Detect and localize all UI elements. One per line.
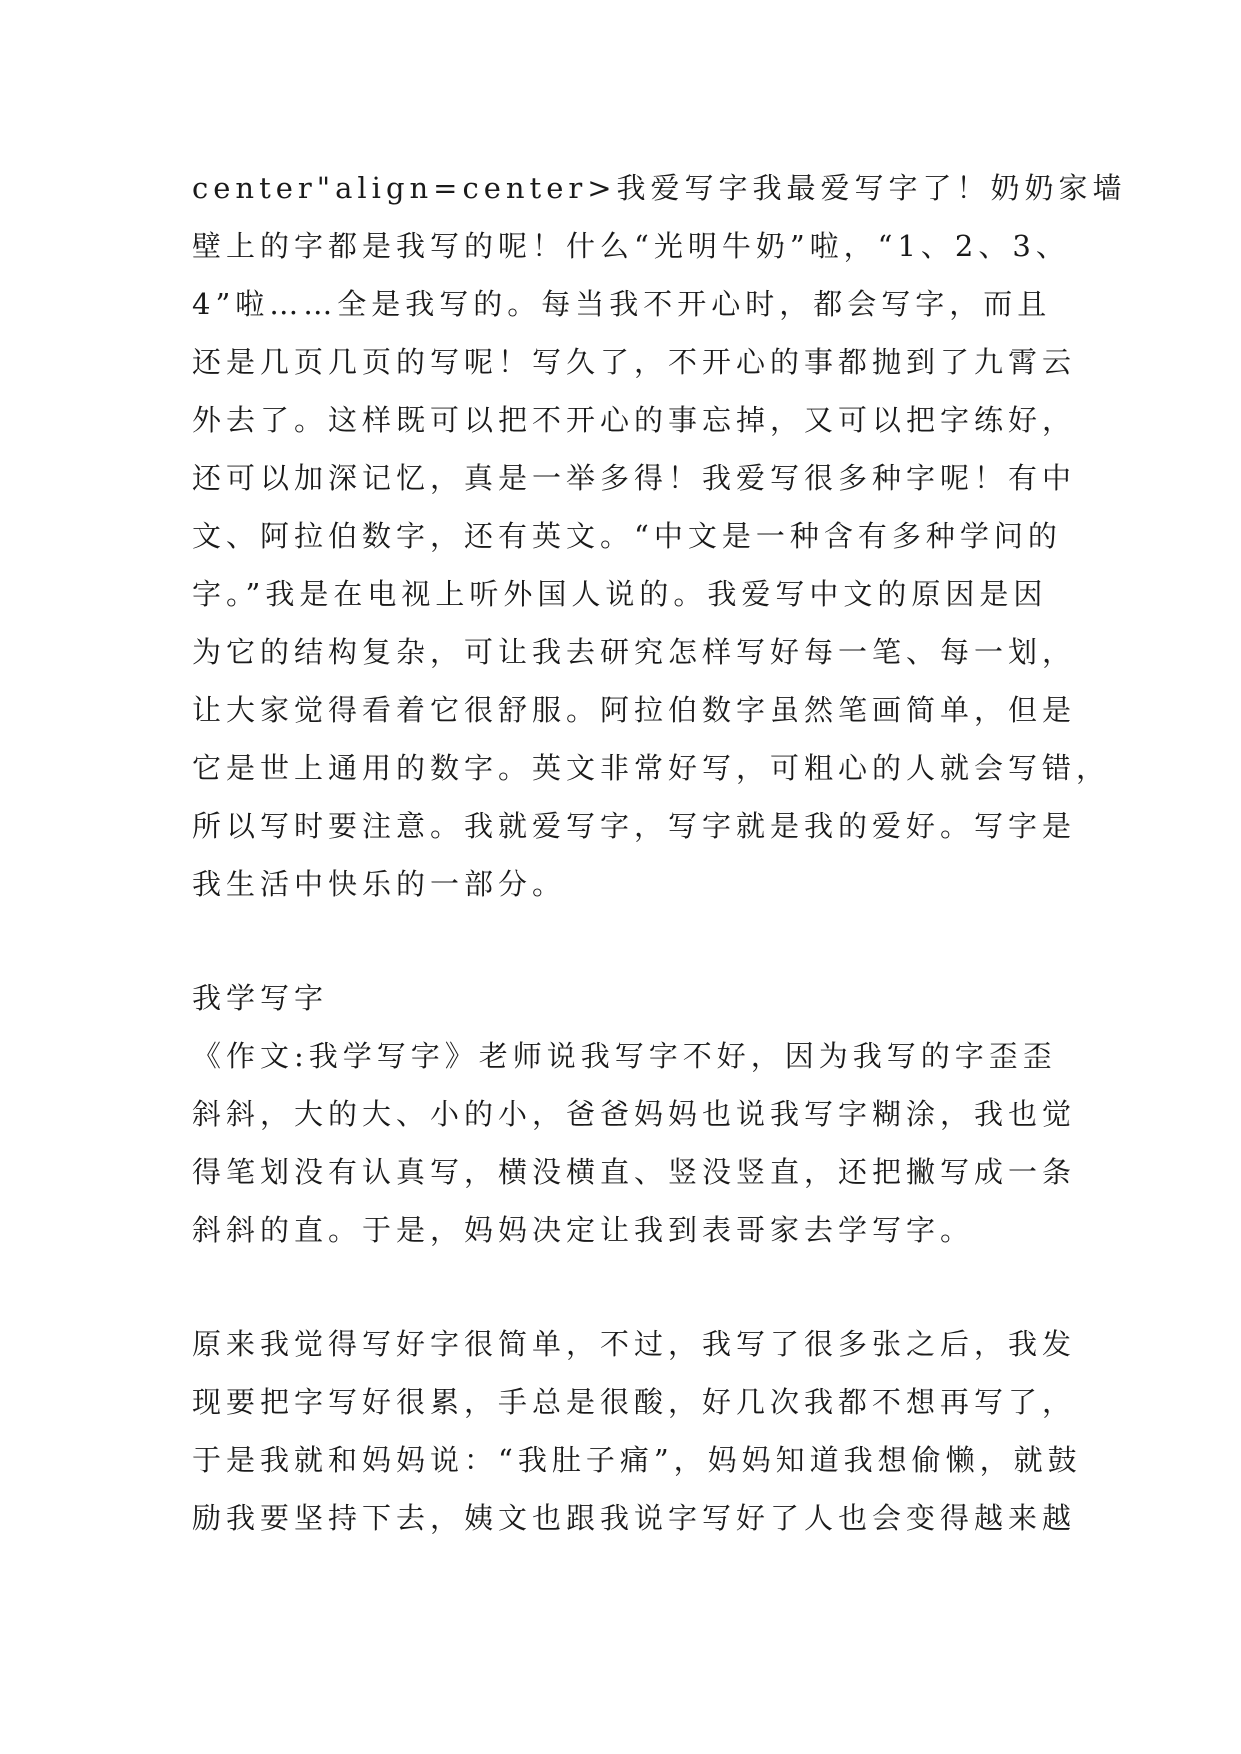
paragraph-line: 还可以加深记忆，真是一举多得！我爱写很多种字呢！有中 [192, 461, 1077, 495]
section-heading: 我学写字 [192, 981, 329, 1015]
paragraph-line: 4”啦……全是我写的。每当我不开心时，都会写字，而且 [192, 287, 1052, 321]
paragraph-line: 还是几页几页的写呢！写久了，不开心的事都抛到了九霄云 [192, 345, 1077, 379]
paragraph-line: 外去了。这样既可以把不开心的事忘掉，又可以把字练好， [192, 403, 1077, 437]
paragraph-line: 字。”我是在电视上听外国人说的。我爱写中文的原因是因 [192, 577, 1048, 611]
paragraph-line: 壁上的字都是我写的呢！什么“光明牛奶”啦，“1、2、3、 [192, 229, 1070, 263]
paragraph-line: 得笔划没有认真写，横没横直、竖没竖直，还把撇写成一条 [192, 1155, 1077, 1189]
paragraph-line: 文、阿拉伯数字，还有英文。“中文是一种含有多种学问的 [192, 519, 1062, 553]
paragraph-line: 斜斜，大的大、小的小，爸爸妈妈也说我写字糊涂，我也觉 [192, 1097, 1077, 1131]
paragraph-line: 于是我就和妈妈说：“我肚子痛”，妈妈知道我想偷懒，就鼓 [192, 1443, 1082, 1477]
paragraph-line: 所以写时要注意。我就爱写字，写字就是我的爱好。写字是 [192, 809, 1077, 843]
paragraph-line: 斜斜的直。于是，妈妈决定让我到表哥家去学写字。 [192, 1213, 975, 1247]
paragraph-line: 励我要坚持下去，姨文也跟我说字写好了人也会变得越来越 [192, 1501, 1077, 1535]
paragraph-line: 《作文:我学写字》老师说我写字不好，因为我写的字歪歪 [192, 1039, 1057, 1073]
paragraph-line: 让大家觉得看着它很舒服。阿拉伯数字虽然笔画简单，但是 [192, 693, 1077, 727]
paragraph-line: 原来我觉得写好字很简单，不过，我写了很多张之后，我发 [192, 1327, 1077, 1361]
paragraph-line: 我生活中快乐的一部分。 [192, 867, 567, 901]
paragraph-line: center"align=center>我爱写字我最爱写字了！奶奶家墙 [192, 171, 1127, 205]
paragraph-line: 为它的结构复杂，可让我去研究怎样写好每一笔、每一划， [192, 635, 1077, 669]
paragraph-line: 它是世上通用的数字。英文非常好写，可粗心的人就会写错， [192, 751, 1111, 785]
paragraph-line: 现要把字写好很累，手总是很酸，好几次我都不想再写了， [192, 1385, 1077, 1419]
